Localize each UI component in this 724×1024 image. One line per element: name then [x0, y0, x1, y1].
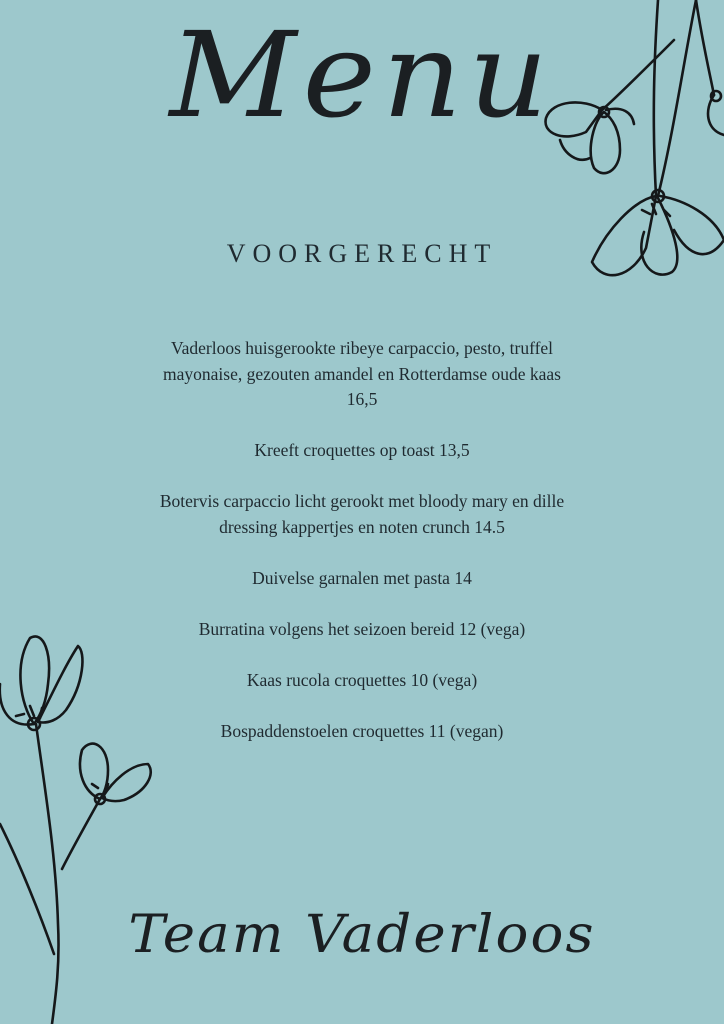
- signature: Team Vaderloos: [128, 905, 596, 965]
- dish-line: Kreeft croquettes op toast 13,5: [254, 440, 470, 460]
- section-heading: VOORGERECHT: [226, 239, 498, 268]
- dish-item: [100, 668, 624, 694]
- dish-line: Burratina volgens het seizoen bereid 12 (vega): [198, 618, 526, 639]
- dish-list: [100, 336, 624, 770]
- dish-item: [100, 438, 624, 464]
- dish-price: 16,5: [346, 389, 378, 409]
- dish-line: Vaderloos huisgerookte ribeye carpaccio, pesto, truffel: [170, 338, 554, 358]
- flower-petal: [38, 646, 82, 723]
- flower-petal: [0, 684, 34, 725]
- dish-line: Duivelse garnalen met pasta 14: [252, 567, 472, 588]
- dish-item: [100, 489, 624, 540]
- dish-item: [100, 566, 624, 592]
- stem: [36, 724, 59, 1024]
- dish-line: Kaas rucola croquettes 10 (vega): [246, 669, 478, 690]
- dish-line: mayonaise, gezouten amandel en Rotterdamse oude kaas: [163, 363, 561, 384]
- dish-item: [100, 719, 624, 745]
- dish-item: [100, 336, 624, 413]
- dish-line: Botervis carpaccio licht gerookt met bloody mary en dille: [159, 491, 565, 511]
- flower-petal: [102, 764, 151, 801]
- dish-line: dressing kappertjes en noten crunch 14.5: [219, 516, 505, 537]
- stem: [62, 799, 100, 869]
- menu-title: Menu: [169, 6, 555, 144]
- dish-item: [100, 617, 624, 643]
- dish-line: Bospaddenstoelen croquettes 11 (vegan): [220, 720, 504, 741]
